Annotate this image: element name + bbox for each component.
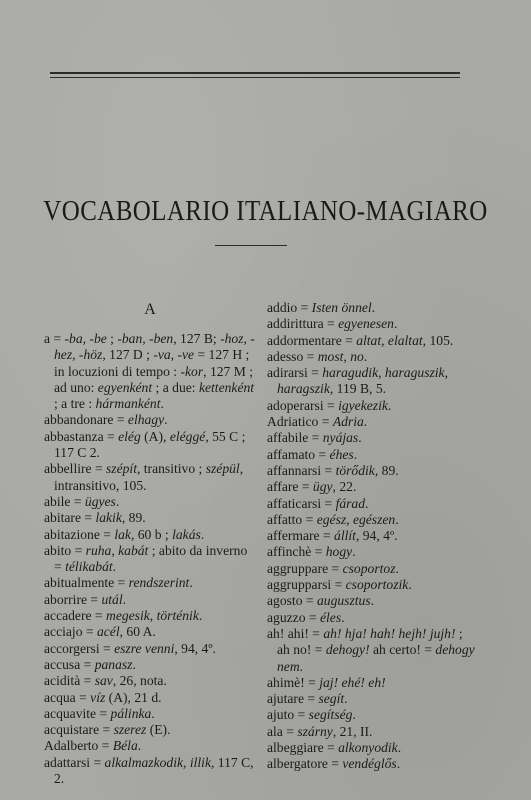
dictionary-entry: albergatore = vendéglős. <box>267 756 401 772</box>
header-rule-thick <box>50 72 460 74</box>
dictionary-entry: accusa = panasz. <box>44 656 136 672</box>
dictionary-entry: abbellire = szépít, transitivo ; szépül, intransitivo, 105. <box>44 461 244 493</box>
dictionary-entry: addio = Isten önnel. <box>267 300 376 315</box>
dictionary-entry: affannarsi = törődik, 89. <box>267 462 399 478</box>
dictionary-entry: albeggiare = alkonyodik. <box>267 740 402 756</box>
dictionary-entry: abbastanza = elég (A), eléggé, 55 C ; 117 C 2. <box>44 428 246 461</box>
dictionary-entry: aborrire = utál. <box>44 591 127 607</box>
dictionary-entry: ajutare = segít. <box>267 691 348 707</box>
page-title: VOCABOLARIO ITALIANO-MAGIARO <box>43 195 488 227</box>
dictionary-entry: aguzzo = éles. <box>267 609 345 625</box>
dictionary-entry: ajuto = segítség. <box>267 707 356 723</box>
dictionary-entry: agosto = augusztus. <box>267 593 375 609</box>
dictionary-entry: accadere = megesik, történik. <box>44 608 203 624</box>
dictionary-entry: affabile = nyájas. <box>267 430 362 446</box>
dictionary-entry: acciajo = acél, 60 A. <box>44 624 156 640</box>
dictionary-entry: acquavite = pálinka. <box>44 705 155 721</box>
dictionary-entry: affamato = éhes. <box>267 446 358 462</box>
section-letter: A <box>144 301 156 318</box>
dictionary-entry: affermare = állít, 94, 4º. <box>267 528 398 544</box>
dictionary-entry: ah! ahi! = ah! hja! hah! hejh! jujh! ; ah no! = dehogy! ah certo! = dehogy nem. <box>267 625 475 674</box>
dictionary-entry: adattarsi = alkalmazkodik, illik, 117 C, 2. <box>44 754 254 787</box>
dictionary-entry: adirarsi = haragudik, haraguszik, haragszik, 119 B, 5. <box>267 365 448 397</box>
right-entry-list <box>267 300 477 773</box>
dictionary-entry: Adriatico = Adria. <box>267 414 368 430</box>
dictionary-entry: ahimè! = jaj! ehé! eh! <box>267 674 386 690</box>
title-underline <box>215 245 287 246</box>
right-column <box>267 300 477 773</box>
dictionary-entry: acquistare = szerez (E). <box>44 722 171 738</box>
dictionary-entry: a = -ba, -be ; -ban, -ben, 127 B; -hoz, -hez, -höz, 127 D ; -va, -ve = 127 H ; in locuzioni di tempo : -kor, 127 M ; ad uno: egyenként ; a due: kettenként ; a tre : hármanként. <box>44 331 255 412</box>
dictionary-entry: affatto = egész, egészen. <box>267 511 399 527</box>
dictionary-entry: abitare = lakik, 89. <box>44 510 146 526</box>
dictionary-entry: adesso = most, no. <box>267 348 368 364</box>
dictionary-entry: aggruppare = csoportoz. <box>267 560 399 576</box>
dictionary-entry: addormentare = altat, elaltat, 105. <box>267 332 454 348</box>
dictionary-entry: addirittura = egyenesen. <box>267 316 398 332</box>
dictionary-entry: acidità = sav, 26, nota. <box>44 673 167 689</box>
dictionary-entry: aggrupparsi = csoportozik. <box>267 577 412 593</box>
dictionary-entry: adoperarsi = igyekezik. <box>267 397 392 413</box>
dictionary-entry: abitualmente = rendszerint. <box>44 575 193 591</box>
dictionary-entry: acqua = víz (A), 21 d. <box>44 689 162 705</box>
dictionary-entry: abile = ügyes. <box>44 493 120 509</box>
dictionary-entry: affare = ügy, 22. <box>267 479 357 495</box>
left-entry-list <box>44 331 256 787</box>
dictionary-entry: affaticarsi = fárad. <box>267 495 369 511</box>
dictionary-entry: abbandonare = elhagy. <box>44 412 168 428</box>
dictionary-entry: Adalberto = Béla. <box>44 738 142 754</box>
dictionary-entry: affinchè = hogy. <box>267 544 356 560</box>
header-rule-thin <box>50 77 460 78</box>
dictionary-entry: abito = ruha, kabát ; abito da inverno = télikabát. <box>44 542 248 575</box>
dictionary-entry: abitazione = lak, 60 b ; lakás. <box>44 526 205 542</box>
left-column <box>44 300 256 787</box>
dictionary-entry: ala = szárny, 21, II. <box>267 723 373 739</box>
dictionary-entry: accorgersi = eszre venni, 94, 4º. <box>44 640 216 656</box>
